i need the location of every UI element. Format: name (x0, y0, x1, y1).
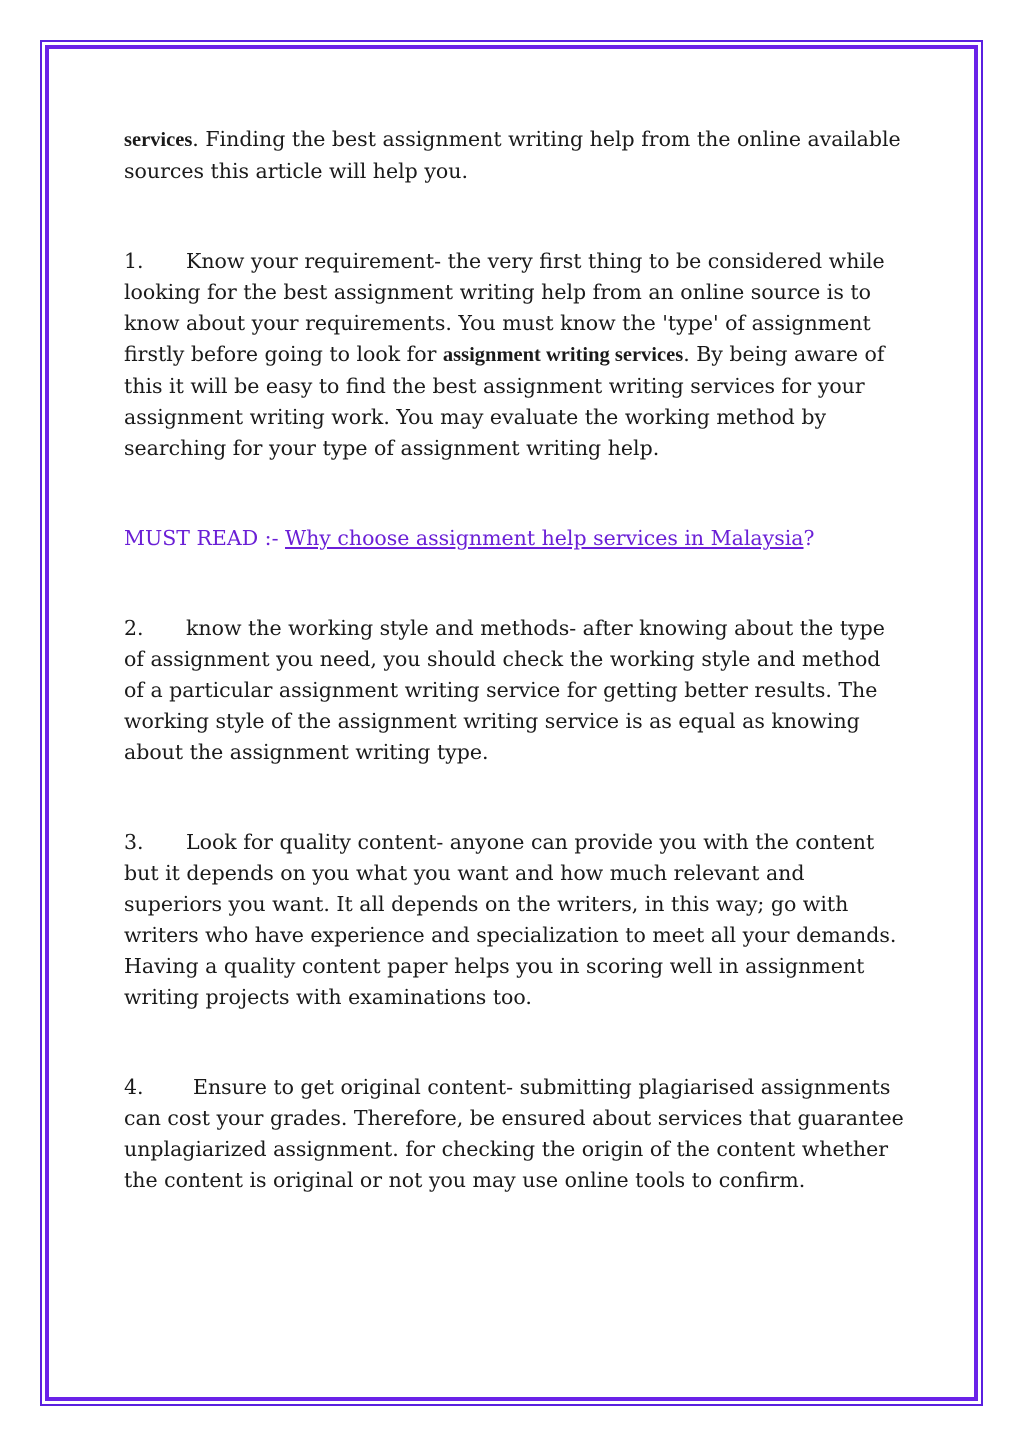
must-read-prefix: MUST READ :- (124, 526, 286, 550)
must-read-link[interactable]: Why choose assignment help services in Malaysia (285, 526, 804, 550)
list-item-1-text-before: Know your requirement- the very first thing to be considered while looking for the best assignment writing help from an online source is to know about your requirements. You must know the 'type' of assignment firstly before going to look for (124, 249, 885, 366)
intro-term: services (124, 129, 193, 151)
document-body (124, 124, 904, 1196)
list-item-2 (124, 613, 904, 768)
list-item-1 (124, 246, 904, 464)
paragraph-gap (124, 1013, 904, 1072)
list-item-1-text-after: . By being aware of this it will be easy to find the best assignment writing services for your assignment writing work. You may evaluate the working method by searching for your type of assignment writing help. (124, 342, 885, 460)
list-item-4-text: Ensure to get original content- submitting plagiarised assignments can cost your grades. Therefore, be ensured about services that guarantee unplagiarized assignment. for checking the origin of the content whether the content is original or not you may use online tools to confirm. (124, 1075, 904, 1192)
list-item-3-number: 3. (124, 830, 144, 854)
paragraph-gap (124, 768, 904, 827)
paragraph-gap (124, 554, 904, 613)
intro-paragraph (124, 124, 904, 187)
list-item-4 (124, 1072, 904, 1196)
list-item-2-text: know the working style and methods- after knowing about the type of assignment you need, you should check the working style and method of a particular assignment writing service for getting better results. The working style of the assignment writing service is as equal as knowing about the assignment writing type. (124, 616, 885, 764)
intro-text: . Finding the best assignment writing help from the online available sources this article will help you. (124, 127, 901, 183)
list-item-3-text: Look for quality content- anyone can provide you with the content but it depends on you what you want and how much relevant and superiors you want. It all depends on the writers, in this way; go with writers who have experience and specialization to meet all your demands. Having a quality content paper helps you in scoring well in assignment writing projects with examinations too. (124, 830, 897, 1009)
paragraph-gap (124, 464, 904, 523)
list-item-1-number: 1. (124, 249, 144, 273)
must-read-line (124, 523, 904, 554)
paragraph-gap (124, 187, 904, 246)
must-read-suffix: ? (803, 526, 815, 550)
list-item-2-number: 2. (124, 616, 144, 640)
list-item-1-term: assignment writing services (442, 344, 684, 366)
list-item-4-number: 4. (124, 1075, 144, 1099)
list-item-3 (124, 827, 904, 1013)
